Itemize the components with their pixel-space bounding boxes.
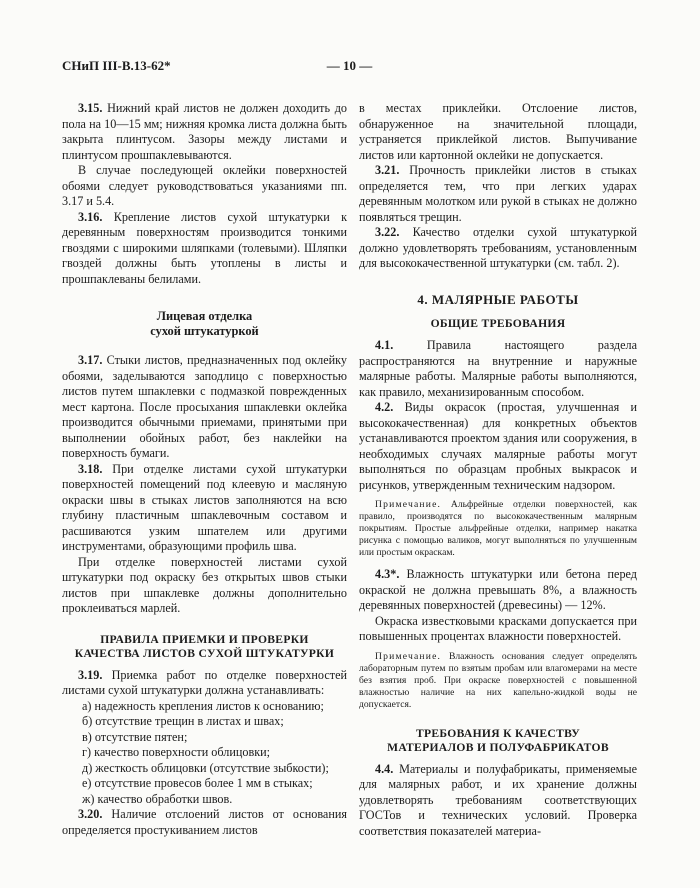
paragraph-3-22 xyxy=(359,225,637,272)
clause-number: 3.17. xyxy=(78,353,103,367)
list-item: ж) качество обработки швов. xyxy=(82,791,233,806)
clause-number: 4.1. xyxy=(375,338,394,352)
clause-text: Материалы и полуфабрикаты, применяемые для малярных работ, и их хранение должны удовлетворять требованиям соответствующих ГОСТов и технических условий. Проверка соответствия показателей материа- xyxy=(359,761,637,838)
paragraph-3-17 xyxy=(62,353,347,462)
page-number: — 10 — xyxy=(326,58,373,73)
note-label: Примечание. xyxy=(375,499,442,510)
paragraph: При отделке поверхностей листами сухой штукатурки под окраску без открытых швов стыки листов при шпаклевке должны дополнительно проклеиваться марлей. xyxy=(62,554,347,615)
clause-number: 4.2. xyxy=(375,400,394,414)
paragraph-3-15 xyxy=(62,101,347,163)
clause-number: 3.22. xyxy=(375,225,400,239)
heading-line: МАТЕРИАЛОВ И ПОЛУФАБРИКАТОВ xyxy=(387,740,609,754)
list-item: в) отсутствие пятен; xyxy=(82,729,188,744)
paragraph-3-20-continued: в местах приклейки. Отслоение листов, обнаруженное на значительной площади, устраняется приклейкой листов. Выпучивание листов или картонной оклейки не допускается. xyxy=(359,101,637,162)
heading-line: КАЧЕСТВА ЛИСТОВ СУХОЙ ШТУКАТУРКИ xyxy=(74,646,335,660)
clause-text: Приемка работ по отделке поверхностей листами сухой штукатурки должна устанавливать: xyxy=(62,667,347,697)
clause-number: 3.21. xyxy=(375,163,400,177)
clause-text: Влажность штукатурки или бетона перед окраской не должна превышать 8%, а влажность деревянных поверхностей (древесины) — 12%. xyxy=(359,567,637,612)
heading-line: сухой штукатуркой xyxy=(150,324,259,338)
clause-text: Крепление листов сухой штукатурки к деревянным поверхностям производится тонкими гвоздями с широкими шляпками (толевыми). Шляпки гвоздей должны быть утоплены в листы и прошпаклеваны белилами. xyxy=(62,209,347,286)
clause-number: 3.15. xyxy=(78,101,103,115)
section-heading: ОБЩИЕ ТРЕБОВАНИЯ xyxy=(430,317,566,330)
paragraph: Окраска известковыми красками допускается при повышенных процентах влажности поверхностей. xyxy=(359,613,637,643)
left-column xyxy=(62,101,347,838)
heading-line: ТРЕБОВАНИЯ К КАЧЕСТВУ xyxy=(415,726,581,740)
paragraph-3-19 xyxy=(62,668,347,699)
section-heading xyxy=(359,727,637,755)
clause-text: Стыки листов, предназначенных под оклейку обоями, заделываются заподлицо с поверхностью листов путем шпаклевки с подмазкой поврежденных мест картона. После просыхания шпаклевки оклейка производится обычными приемами, принятыми при выполнении обойных работ, без наклейки на поверхность бумаги. xyxy=(62,353,347,460)
note xyxy=(359,499,637,559)
list-item: б) отсутствие трещин в листах и швах; xyxy=(82,714,284,728)
paragraph-3-18 xyxy=(62,462,347,555)
clause-text: Правила настоящего раздела распространяются на внутренние и наружные малярные работы. Малярные работы выполняются, как правило, механизированным способом. xyxy=(359,338,638,399)
page-header xyxy=(62,58,637,80)
clause-text: Виды окрасок (простая, улучшенная и высококачественная) для конкретных объектов устанавливаются проектом здания или сооружения, в необходимых случаях малярные работы могут выполняться по образцам пробных выкрасок и рисунков, утвержденным техническим надзором. xyxy=(359,400,637,492)
note-label: Примечание. xyxy=(375,650,442,662)
paragraph-4-3 xyxy=(359,567,637,614)
clause-number: 3.18. xyxy=(78,461,103,476)
clause-number: 3.20. xyxy=(78,807,103,821)
right-column xyxy=(359,101,637,839)
note-text: Влажность основания следует определять лабораторным путем по взятым пробам или влагомерами на месте без взятия проб. При окраске поверхностей с повышенной влажностью наличие на них капельно-жидкой воды не допускается. xyxy=(359,650,637,710)
clause-text: При отделке листами сухой штукатурки поверхностей помещений под клеевую и масляную окраски швы в стыках листов заполняются на всю глубину пластичным шпаклевочным составом и расшиваются узким шпателем или другими инструментами, образующими профиль шва. xyxy=(62,461,348,553)
subsection-heading xyxy=(62,309,347,339)
clause-text: Наличие отслоений листов от основания определяется простукиванием листов xyxy=(62,807,347,837)
paragraph-3-16 xyxy=(62,210,347,288)
paragraph-3-21 xyxy=(359,163,637,225)
clause-text: Нижний край листов не должен доходить до пола на 10—15 мм; нижняя кромка листа должна быть закрыта плинтусом. Зазоры между листами и плинтусом прошпаклевываются. xyxy=(62,101,348,162)
list-item: е) отсутствие провесов более 1 мм в стыках; xyxy=(82,776,313,790)
clause-number: 3.16. xyxy=(78,209,103,224)
heading-line: ПРАВИЛА ПРИЕМКИ И ПРОВЕРКИ xyxy=(100,632,309,646)
paragraph-4-4 xyxy=(359,762,637,840)
document-code: СНиП III-В.13-62* xyxy=(62,58,171,73)
clause-text: Качество отделки сухой штукатуркой должно удовлетворять требованиям, установленным для высококачественной штукатурки (см. табл. 2). xyxy=(359,225,637,270)
clause-text: Прочность приклейки листов в стыках определяется тем, что при легких ударах деревянным молотком или рукой в стыках не должно появляться трещин. xyxy=(359,163,637,224)
note-text: Альфрейные отделки поверхностей, как правило, производятся по высококачественным малярным покрытиям. Простые альфрейные отделки, например накатка рисунка с помощью валиков, могут выполняться по улучшенным или простым окраскам. xyxy=(359,499,637,558)
paragraph: В случае последующей оклейки поверхностей обоями следует руководствоваться указаниями пп. 3.17 и 5.4. xyxy=(62,163,347,208)
clause-number: 4.4. xyxy=(375,761,394,776)
note xyxy=(359,651,637,711)
heading-line: Лицевая отделка xyxy=(156,309,253,323)
list-item: д) жесткость облицовки (отсутствие зыбкости); xyxy=(82,760,329,775)
paragraph-4-1 xyxy=(359,338,637,400)
paragraph-3-20 xyxy=(62,807,347,838)
clause-number: 3.19. xyxy=(78,667,103,682)
paragraph-4-2 xyxy=(359,400,637,493)
list-item: г) качество поверхности облицовки; xyxy=(82,745,271,759)
chapter-heading: 4. МАЛЯРНЫЕ РАБОТЫ xyxy=(417,291,579,307)
section-heading xyxy=(62,633,347,661)
clause-number: 4.3*. xyxy=(375,567,400,581)
list-item: а) надежность крепления листов к основанию; xyxy=(82,698,324,713)
